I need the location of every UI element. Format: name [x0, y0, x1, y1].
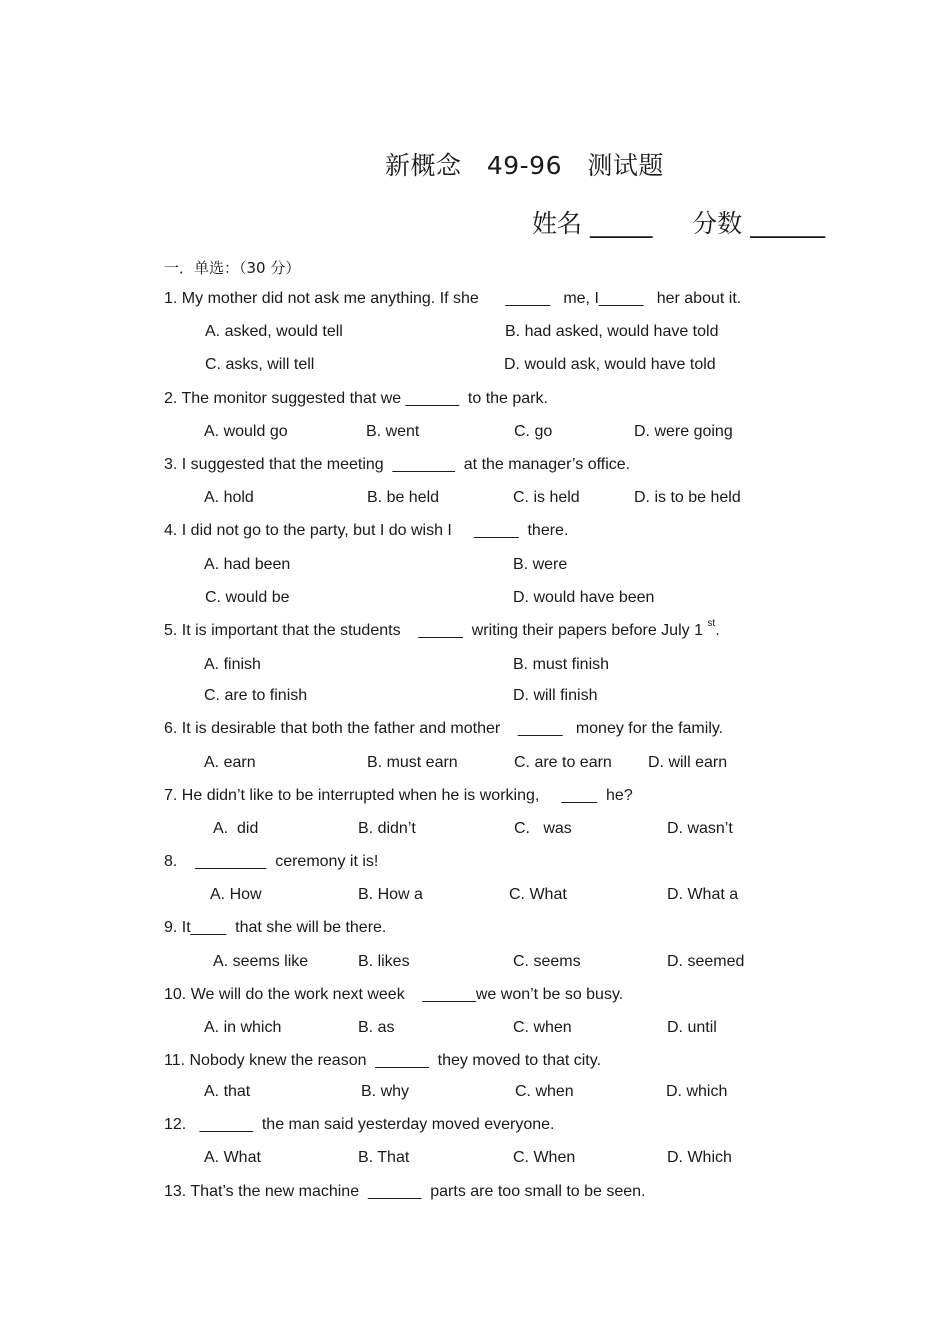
question-4: 4. I did not go to the party, but I do wish I _____ there. — [164, 522, 569, 539]
option-11a: A. that — [204, 1083, 251, 1100]
option-7d: D. wasn’t — [667, 820, 733, 837]
question-2: 2. The monitor suggested that we ______ to the park. — [164, 390, 548, 407]
option-2c: C. go — [514, 423, 553, 440]
option-1c: C. asks, will tell — [205, 356, 315, 373]
question-13: 13. That’s the new machine ______ parts are too small to be seen. — [164, 1183, 646, 1200]
option-7b: B. didn’t — [358, 820, 416, 837]
option-9b: B. likes — [358, 953, 410, 970]
option-5c: C. are to finish — [204, 687, 308, 704]
option-10c: C. when — [513, 1019, 572, 1036]
option-11d: D. which — [666, 1083, 728, 1100]
option-4c: C. would be — [205, 589, 290, 606]
question-10: 10. We will do the work next week ______we won’t be so busy. — [164, 986, 624, 1003]
question-12: 12. ______ the man said yesterday moved everyone. — [164, 1116, 555, 1133]
option-2a: A. would go — [204, 423, 288, 440]
option-1d: D. would ask, would have told — [504, 356, 716, 373]
option-12c: C. When — [513, 1149, 576, 1166]
option-7c: C. was — [514, 820, 572, 837]
option-6c: C. are to earn — [514, 754, 612, 771]
option-2d: D. were going — [634, 423, 733, 440]
option-9c: C. seems — [513, 953, 581, 970]
question-3: 3. I suggested that the meeting _______ at the manager’s office. — [164, 456, 631, 473]
section-heading: 一．单选：（30 分） — [164, 259, 301, 277]
option-6b: B. must earn — [367, 754, 458, 771]
option-1a: A. asked, would tell — [205, 323, 343, 340]
option-10d: D. until — [667, 1019, 717, 1036]
option-10b: B. as — [358, 1019, 395, 1036]
name-score-line: 姓名 _____ 分数 ______ — [532, 209, 826, 238]
option-8d: D. What a — [667, 886, 739, 903]
option-6a: A. earn — [204, 754, 256, 771]
question-1: 1. My mother did not ask me anything. If she _____ me, I_____ her about it. — [164, 290, 742, 307]
option-9a: A. seems like — [213, 953, 309, 970]
question-8: 8. ________ ceremony it is! — [164, 853, 379, 870]
option-5b: B. must finish — [513, 656, 610, 673]
option-3d: D. is to be held — [634, 489, 741, 506]
option-8b: B. How a — [358, 886, 423, 903]
option-3c: C. is held — [513, 489, 580, 506]
option-4d: D. would have been — [513, 589, 655, 606]
option-2b: B. went — [366, 423, 420, 440]
option-3b: B. be held — [367, 489, 440, 506]
option-11b: B. why — [361, 1083, 410, 1100]
question-5 — [164, 618, 720, 640]
option-9d: D. seemed — [667, 953, 745, 970]
question-6: 6. It is desirable that both the father and mother _____ money for the family. — [164, 720, 724, 737]
option-4b: B. were — [513, 556, 568, 573]
option-12b: B. That — [358, 1149, 410, 1166]
option-12d: D. Which — [667, 1149, 732, 1166]
question-7: 7. He didn’t like to be interrupted when he is working, ____ he? — [164, 787, 633, 804]
option-6d: D. will earn — [648, 754, 728, 771]
option-5d: D. will finish — [513, 687, 598, 704]
option-12a: A. What — [204, 1149, 261, 1166]
question-5-text: 5. It is important that the students _____ writing their papers before July 1 — [164, 622, 708, 639]
question-5-tail: . — [715, 622, 720, 639]
page-title: 新概念 49-96 测试题 — [385, 151, 664, 180]
question-5-superscript: st — [707, 618, 716, 629]
option-5a: A. finish — [204, 656, 261, 673]
option-7a: A. did — [213, 820, 259, 837]
option-10a: A. in which — [204, 1019, 282, 1036]
question-11: 11. Nobody knew the reason ______ they moved to that city. — [164, 1052, 602, 1069]
option-8a: A. How — [210, 886, 262, 903]
option-11c: C. when — [515, 1083, 574, 1100]
option-3a: A. hold — [204, 489, 254, 506]
option-4a: A. had been — [204, 556, 291, 573]
option-8c: C. What — [509, 886, 567, 903]
option-1b: B. had asked, would have told — [505, 323, 719, 340]
question-9: 9. It____ that she will be there. — [164, 919, 387, 936]
